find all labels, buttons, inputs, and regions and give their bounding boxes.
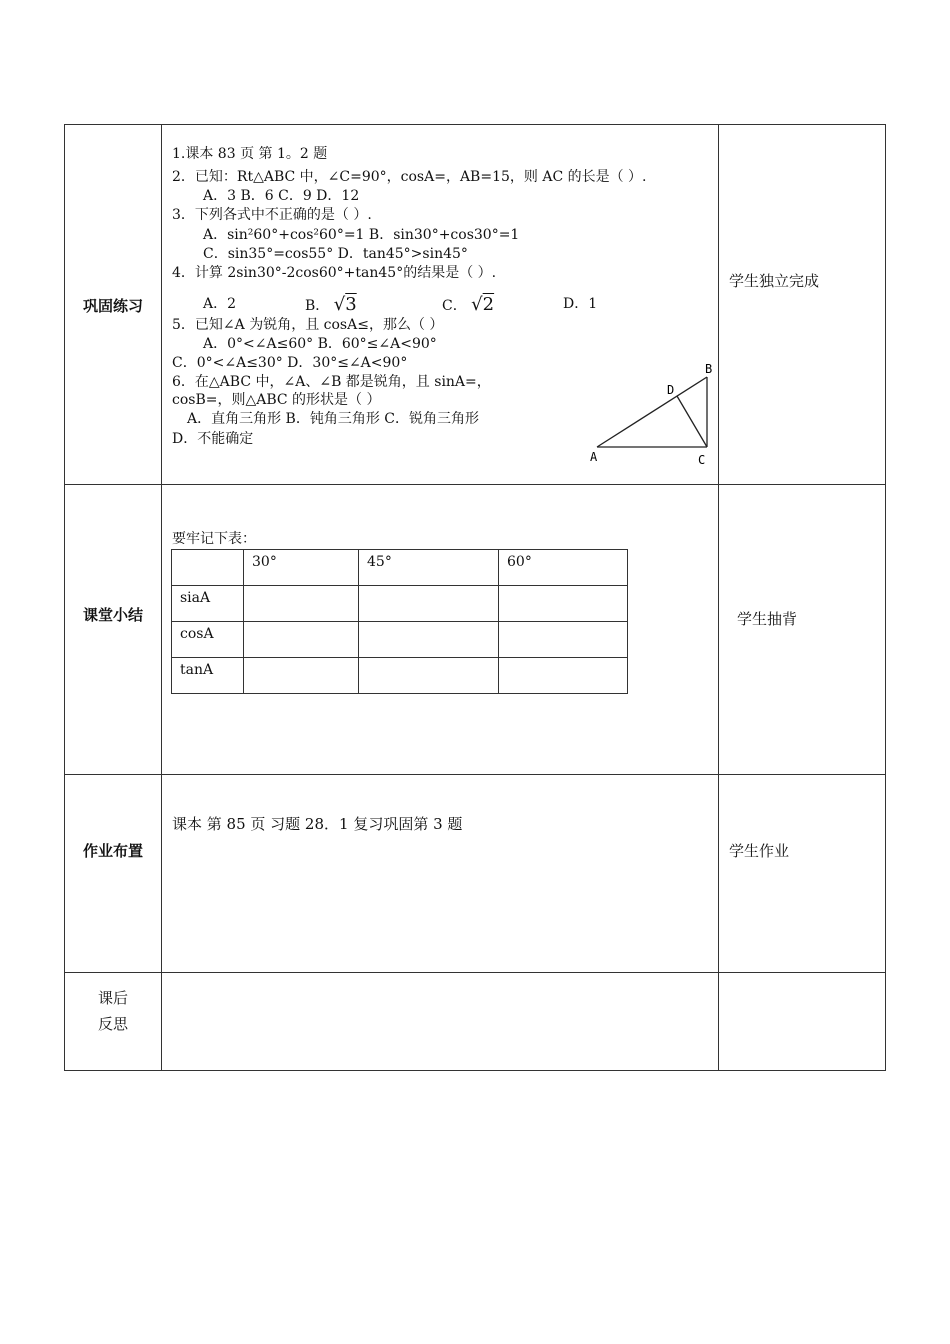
q4-option-b <box>305 295 357 316</box>
table-row <box>172 586 628 622</box>
exercise-line-13: A．直角三角形 B．钝角三角形 C．锐角三角形 <box>187 411 480 427</box>
table-cell <box>499 586 628 622</box>
vertex-d: D <box>667 383 675 397</box>
row-divider-3 <box>65 972 885 973</box>
row-divider-2 <box>65 774 885 775</box>
table-row-label: tanA <box>172 658 244 694</box>
exercise-line-3: A．3 B．6 C．9 D．12 <box>203 188 360 204</box>
table-header-cell <box>172 550 244 586</box>
q4-option-a: A．2 <box>203 296 237 312</box>
q4-option-d: D．1 <box>563 296 598 312</box>
table-cell <box>359 622 499 658</box>
table-cell <box>359 658 499 694</box>
sqrt-three: √3 <box>333 294 357 315</box>
table-row <box>172 622 628 658</box>
summary-label: 课堂小结 <box>82 606 143 624</box>
exercise-line-1: 1.课本 83 页 第 1。2 题 <box>172 146 328 162</box>
vertex-c: C <box>698 453 706 467</box>
exercise-line-5: A．sin²60°+cos²60°=1 B．sin30°+cos30°=1 <box>203 227 520 243</box>
summary-note: 学生抽背 <box>737 610 798 628</box>
column-divider-1 <box>161 125 162 1070</box>
row-divider-1 <box>65 484 885 485</box>
table-row <box>172 658 628 694</box>
trig-values-table <box>171 549 628 694</box>
triangle-drawing <box>587 363 717 467</box>
exercise-line-9: A．0°<∠A≤60° B．60°≤∠A<90° <box>203 336 437 352</box>
exercise-line-7: 4．计算 2sin30°-2cos60°+tan45°的结果是（ ）. <box>172 265 497 281</box>
exercise-line-4: 3．下列各式中不正确的是（ ）. <box>172 207 372 223</box>
column-divider-2 <box>718 125 719 1070</box>
reflection-label <box>65 985 161 1037</box>
table-cell <box>244 658 359 694</box>
q4-option-c <box>442 295 494 316</box>
table-cell <box>499 622 628 658</box>
vertex-b: B <box>705 363 713 376</box>
exercise-line-14: D．不能确定 <box>172 431 254 447</box>
exercise-line-11: 6．在△ABC 中，∠A、∠B 都是锐角，且 sinA=， <box>172 374 491 390</box>
exercise-line-2: 2．已知：Rt△ABC 中，∠C=90°，cosA=，AB=15，则 AC 的长是（ ）. <box>172 169 647 185</box>
exercise-line-6: C．sin35°=cos55° D．tan45°>sin45° <box>203 246 468 262</box>
consolidation-label: 巩固练习 <box>82 297 143 315</box>
homework-note: 学生作业 <box>729 842 790 860</box>
table-row-label: cosA <box>172 622 244 658</box>
triangle-figure <box>587 363 717 467</box>
table-header-cell: 30° <box>244 550 359 586</box>
exercise-line-10: C．0°<∠A≤30° D．30°≤∠A<90° <box>172 355 408 371</box>
table-header-row <box>172 550 628 586</box>
reflection-label-line2: 反思 <box>97 1015 128 1033</box>
table-cell <box>244 622 359 658</box>
q4-option-c-label: C． <box>442 298 467 314</box>
exercise-line-12: cosB=，则△ABC 的形状是（ ） <box>172 392 381 408</box>
table-cell <box>499 658 628 694</box>
table-cell <box>244 586 359 622</box>
sqrt-two: √2 <box>471 294 495 315</box>
table-cell <box>359 586 499 622</box>
q4-option-b-label: B． <box>305 298 330 314</box>
summary-intro: 要牢记下表： <box>172 531 256 547</box>
lesson-table <box>64 124 886 1071</box>
table-header-cell: 45° <box>359 550 499 586</box>
table-row-label: siaA <box>172 586 244 622</box>
reflection-label-line1: 课后 <box>97 989 128 1007</box>
vertex-a: A <box>590 450 598 464</box>
homework-text: 课本 第 85 页 习题 28．1 复习巩固第 3 题 <box>172 815 463 833</box>
consolidation-note: 学生独立完成 <box>729 272 820 290</box>
exercise-line-8: 5．已知∠A 为锐角，且 cosA≤，那么（ ） <box>172 317 444 333</box>
table-header-cell: 60° <box>499 550 628 586</box>
homework-label: 作业布置 <box>82 842 143 860</box>
